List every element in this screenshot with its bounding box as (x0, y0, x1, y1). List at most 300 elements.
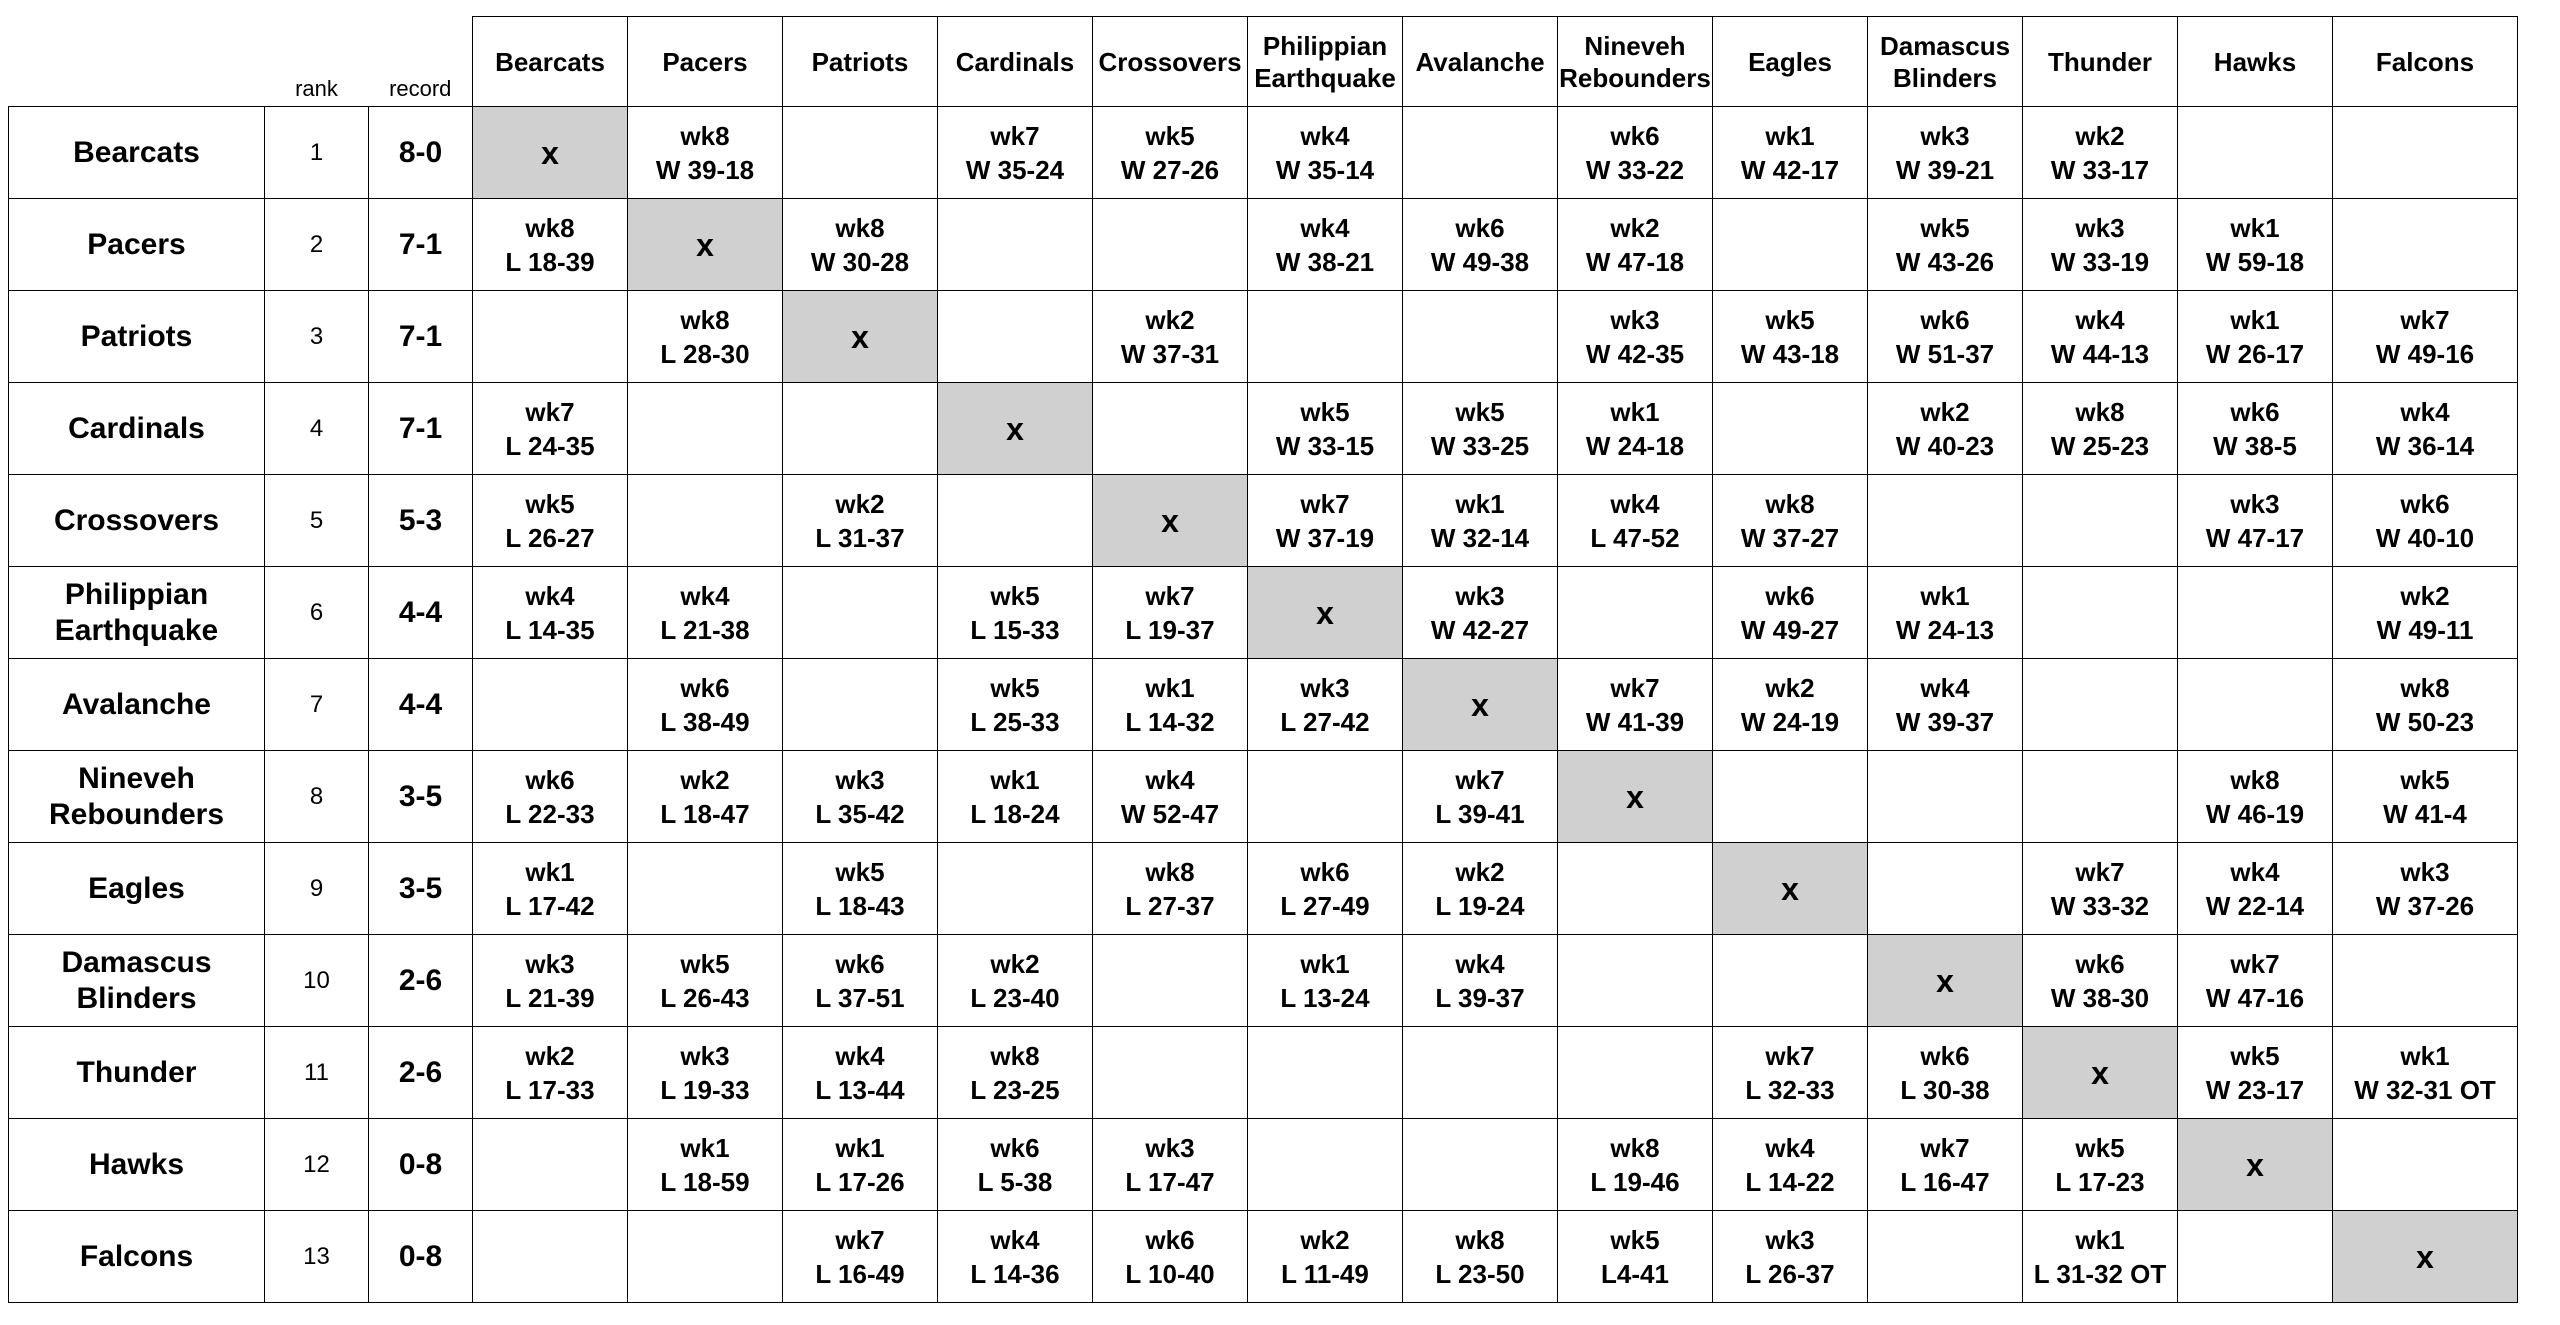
game-result-cell (2178, 751, 2333, 843)
game-score: W 27-26 (1120, 154, 1220, 185)
game-week: wk4 (2400, 396, 2450, 427)
game-score: L 31-37 (815, 522, 905, 553)
game-week: wk3 (1455, 580, 1505, 611)
empty-cell (1558, 567, 1713, 659)
game-score: L 25-33 (970, 706, 1060, 737)
team-row (9, 567, 2518, 659)
game-result-cell (1558, 199, 1713, 291)
game-result-cell (473, 567, 628, 659)
corner-cell (9, 17, 265, 107)
team-record: 3-5 (369, 843, 473, 935)
game-week: wk4 (1145, 764, 1195, 795)
game-result-cell (1248, 199, 1403, 291)
game-score: L 23-25 (970, 1074, 1060, 1105)
game-week: wk5 (2230, 1040, 2280, 1071)
game-week: wk1 (2400, 1040, 2450, 1071)
game-result-cell (1558, 383, 1713, 475)
empty-cell (1558, 843, 1713, 935)
game-result-cell (473, 843, 628, 935)
game-week: wk4 (835, 1040, 885, 1071)
empty-cell (1403, 107, 1558, 199)
game-result-cell (1868, 199, 2023, 291)
game-result-cell (1403, 383, 1558, 475)
empty-cell (1093, 1027, 1248, 1119)
team-record: 7-1 (369, 383, 473, 475)
game-week: wk6 (1610, 120, 1660, 151)
game-week: wk3 (1610, 304, 1660, 335)
game-result-cell (1248, 659, 1403, 751)
game-week: wk5 (1920, 212, 1970, 243)
team-record: 0-8 (369, 1119, 473, 1211)
game-score: W 24-19 (1740, 706, 1840, 737)
game-week: wk2 (1145, 304, 1195, 335)
game-week: wk2 (1920, 396, 1970, 427)
empty-cell (1403, 1027, 1558, 1119)
empty-cell (1713, 751, 1868, 843)
game-result-cell (1868, 1119, 2023, 1211)
game-result-cell (1093, 659, 1248, 751)
game-score: W 25-23 (2050, 430, 2150, 461)
empty-cell (938, 475, 1093, 567)
team-record: 2-6 (369, 935, 473, 1027)
game-score: W 49-27 (1740, 614, 1840, 645)
game-score: W 39-21 (1895, 154, 1995, 185)
game-score: L 47-52 (1590, 522, 1680, 553)
team-rank: 12 (265, 1119, 369, 1211)
team-name: Pacers (9, 199, 265, 291)
game-week: wk8 (2400, 672, 2450, 703)
column-header: Crossovers (1093, 17, 1248, 107)
empty-cell (1248, 751, 1403, 843)
team-record: 5-3 (369, 475, 473, 567)
game-score: L 23-40 (970, 982, 1060, 1013)
column-header: Pacers (628, 17, 783, 107)
game-result-cell (1868, 383, 2023, 475)
game-week: wk8 (2075, 396, 2125, 427)
empty-cell (783, 383, 938, 475)
empty-cell (1713, 383, 1868, 475)
game-result-cell (1403, 1211, 1558, 1303)
game-result-cell (628, 1027, 783, 1119)
team-rank: 1 (265, 107, 369, 199)
game-week: wk3 (525, 948, 575, 979)
game-score: L 14-22 (1745, 1166, 1835, 1197)
game-score: W 30-28 (810, 246, 910, 277)
self-matchup-cell: x (473, 107, 628, 199)
column-header: Patriots (783, 17, 938, 107)
game-score: W 32-14 (1430, 522, 1530, 553)
game-week: wk5 (835, 856, 885, 887)
game-score: L 18-47 (660, 798, 750, 829)
team-record: 0-8 (369, 1211, 473, 1303)
game-score: W 26-17 (2205, 338, 2305, 369)
game-result-cell (783, 935, 938, 1027)
game-result-cell (1093, 107, 1248, 199)
game-result-cell (1093, 1211, 1248, 1303)
game-result-cell (473, 199, 628, 291)
game-result-cell (2178, 1027, 2333, 1119)
game-result-cell (1093, 567, 1248, 659)
game-score: W 41-4 (2383, 798, 2467, 829)
game-result-cell (473, 935, 628, 1027)
game-result-cell (1403, 199, 1558, 291)
game-week: wk7 (990, 120, 1040, 151)
game-score: W 41-39 (1585, 706, 1685, 737)
column-header: Falcons (2333, 17, 2518, 107)
game-week: wk6 (1920, 1040, 1970, 1071)
game-result-cell (2178, 475, 2333, 567)
game-score: W 33-19 (2050, 246, 2150, 277)
game-week: wk8 (680, 120, 730, 151)
game-result-cell (1868, 107, 2023, 199)
team-name: Crossovers (9, 475, 265, 567)
self-matchup-cell: x (1248, 567, 1403, 659)
table-body (9, 107, 2518, 1303)
empty-cell (1248, 291, 1403, 383)
game-score: W 43-18 (1740, 338, 1840, 369)
game-score: W 59-18 (2205, 246, 2305, 277)
team-name: Philippian Earthquake (9, 567, 265, 659)
game-result-cell (2023, 291, 2178, 383)
empty-cell (2178, 567, 2333, 659)
team-name: Nineveh Rebounders (9, 751, 265, 843)
game-score: L 15-33 (970, 614, 1060, 645)
game-result-cell (2023, 935, 2178, 1027)
empty-cell (628, 843, 783, 935)
empty-cell (938, 199, 1093, 291)
game-result-cell (2333, 291, 2518, 383)
game-result-cell (2023, 843, 2178, 935)
team-row (9, 199, 2518, 291)
empty-cell (1558, 1027, 1713, 1119)
game-score: L 21-39 (505, 982, 595, 1013)
game-score: L 14-32 (1125, 706, 1215, 737)
game-week: wk5 (2075, 1132, 2125, 1163)
team-row (9, 751, 2518, 843)
game-result-cell (938, 1119, 1093, 1211)
game-week: wk4 (1765, 1132, 1815, 1163)
game-score: W 46-19 (2205, 798, 2305, 829)
game-week: wk7 (2230, 948, 2280, 979)
team-name: Damascus Blinders (9, 935, 265, 1027)
game-result-cell (1713, 475, 1868, 567)
game-score: W 33-32 (2050, 890, 2150, 921)
game-score: W 36-14 (2375, 430, 2475, 461)
self-matchup-cell: x (2023, 1027, 2178, 1119)
game-result-cell (1093, 291, 1248, 383)
empty-cell (2023, 475, 2178, 567)
empty-cell (1868, 475, 2023, 567)
game-score: L 19-24 (1435, 890, 1525, 921)
game-result-cell (2333, 659, 2518, 751)
game-result-cell (1558, 475, 1713, 567)
empty-cell (473, 659, 628, 751)
empty-cell (1558, 935, 1713, 1027)
game-result-cell (938, 567, 1093, 659)
empty-cell (1248, 1119, 1403, 1211)
team-rank: 6 (265, 567, 369, 659)
empty-cell (1403, 1119, 1558, 1211)
game-result-cell (2333, 1027, 2518, 1119)
self-matchup-cell: x (783, 291, 938, 383)
game-week: wk3 (1300, 672, 1350, 703)
game-score: L 17-23 (2055, 1166, 2145, 1197)
game-result-cell (2178, 383, 2333, 475)
game-week: wk2 (1300, 1224, 1350, 1255)
game-score: W 37-31 (1120, 338, 1220, 369)
game-result-cell (783, 751, 938, 843)
game-result-cell (473, 383, 628, 475)
game-week: wk1 (525, 856, 575, 887)
game-week: wk7 (1920, 1132, 1970, 1163)
team-rank: 2 (265, 199, 369, 291)
game-score: W 49-38 (1430, 246, 1530, 277)
team-record: 7-1 (369, 199, 473, 291)
game-score: L 18-39 (505, 246, 595, 277)
team-rank: 11 (265, 1027, 369, 1119)
empty-cell (1403, 291, 1558, 383)
self-matchup-cell: x (628, 199, 783, 291)
game-week: wk1 (680, 1132, 730, 1163)
empty-cell (473, 291, 628, 383)
game-result-cell (2023, 1119, 2178, 1211)
game-result-cell (473, 751, 628, 843)
team-record: 8-0 (369, 107, 473, 199)
game-week: wk7 (525, 396, 575, 427)
game-week: wk3 (1920, 120, 1970, 151)
game-score: L 39-41 (1435, 798, 1525, 829)
team-name: Thunder (9, 1027, 265, 1119)
team-name: Falcons (9, 1211, 265, 1303)
game-result-cell (628, 291, 783, 383)
self-matchup-cell: x (1868, 935, 2023, 1027)
team-record: 3-5 (369, 751, 473, 843)
team-name: Cardinals (9, 383, 265, 475)
empty-cell (2333, 107, 2518, 199)
game-result-cell (1093, 1119, 1248, 1211)
game-score: W 38-5 (2213, 430, 2297, 461)
empty-cell (783, 567, 938, 659)
game-week: wk4 (2230, 856, 2280, 887)
team-row (9, 291, 2518, 383)
self-matchup-cell: x (1713, 843, 1868, 935)
game-score: W 51-37 (1895, 338, 1995, 369)
game-score: L 16-47 (1900, 1166, 1990, 1197)
game-week: wk6 (1145, 1224, 1195, 1255)
game-score: W 37-26 (2375, 890, 2475, 921)
game-result-cell (628, 659, 783, 751)
empty-cell (473, 1119, 628, 1211)
game-score: L 16-49 (815, 1258, 905, 1289)
team-rank: 8 (265, 751, 369, 843)
game-week: wk2 (1610, 212, 1660, 243)
game-week: wk1 (1920, 580, 1970, 611)
game-result-cell (1868, 659, 2023, 751)
game-score: L 18-59 (660, 1166, 750, 1197)
game-result-cell (783, 843, 938, 935)
game-week: wk8 (1145, 856, 1195, 887)
game-week: wk8 (1455, 1224, 1505, 1255)
empty-cell (2333, 199, 2518, 291)
game-score: L 30-38 (1900, 1074, 1990, 1105)
team-record: 7-1 (369, 291, 473, 383)
game-score: W 42-17 (1740, 154, 1840, 185)
game-week: wk6 (1300, 856, 1350, 887)
team-row (9, 1027, 2518, 1119)
game-week: wk5 (525, 488, 575, 519)
game-week: wk5 (1300, 396, 1350, 427)
game-result-cell (938, 935, 1093, 1027)
empty-cell (783, 107, 938, 199)
game-result-cell (628, 935, 783, 1027)
game-result-cell (1403, 475, 1558, 567)
team-name: Hawks (9, 1119, 265, 1211)
game-week: wk8 (525, 212, 575, 243)
game-score: W 40-10 (2375, 522, 2475, 553)
game-week: wk7 (1145, 580, 1195, 611)
column-header: Eagles (1713, 17, 1868, 107)
game-score: W 37-27 (1740, 522, 1840, 553)
game-week: wk4 (1300, 120, 1350, 151)
game-score: L 13-44 (815, 1074, 905, 1105)
rank-header: rank (295, 76, 338, 101)
game-week: wk4 (1920, 672, 1970, 703)
game-result-cell (1558, 107, 1713, 199)
game-score: L 35-42 (815, 798, 905, 829)
game-week: wk2 (2400, 580, 2450, 611)
game-result-cell (1713, 659, 1868, 751)
game-score: L 26-43 (660, 982, 750, 1013)
team-rank: 13 (265, 1211, 369, 1303)
empty-cell (1868, 843, 2023, 935)
game-score: W 33-17 (2050, 154, 2150, 185)
empty-cell (1093, 935, 1248, 1027)
empty-cell (1093, 199, 1248, 291)
column-header: Avalanche (1403, 17, 1558, 107)
game-score: L 27-49 (1280, 890, 1370, 921)
game-score: W 40-23 (1895, 430, 1995, 461)
column-header: Thunder (2023, 17, 2178, 107)
game-week: wk3 (2230, 488, 2280, 519)
game-score: W 35-24 (965, 154, 1065, 185)
game-week: wk6 (1455, 212, 1505, 243)
game-score: L 28-30 (660, 338, 750, 369)
game-score: L 37-51 (815, 982, 905, 1013)
team-row (9, 843, 2518, 935)
game-score: W 33-25 (1430, 430, 1530, 461)
self-matchup-cell: x (1403, 659, 1558, 751)
game-score: L 17-47 (1125, 1166, 1215, 1197)
game-score: W 39-37 (1895, 706, 1995, 737)
empty-cell (2023, 751, 2178, 843)
column-header: Cardinals (938, 17, 1093, 107)
game-result-cell (2178, 199, 2333, 291)
empty-cell (1868, 1211, 2023, 1303)
game-week: wk3 (2075, 212, 2125, 243)
game-result-cell (473, 1027, 628, 1119)
game-week: wk7 (835, 1224, 885, 1255)
team-name: Avalanche (9, 659, 265, 751)
standings-table (8, 16, 2518, 1303)
game-week: wk2 (2075, 120, 2125, 151)
game-week: wk2 (525, 1040, 575, 1071)
game-score: W 33-22 (1585, 154, 1685, 185)
game-score: W 24-18 (1585, 430, 1685, 461)
game-week: wk6 (1765, 580, 1815, 611)
game-week: wk4 (2075, 304, 2125, 335)
team-name: Eagles (9, 843, 265, 935)
game-score: L 18-24 (970, 798, 1060, 829)
empty-cell (628, 383, 783, 475)
empty-cell (628, 1211, 783, 1303)
team-row (9, 935, 2518, 1027)
game-result-cell (1713, 291, 1868, 383)
game-result-cell (783, 1027, 938, 1119)
empty-cell (2333, 1119, 2518, 1211)
game-week: wk4 (680, 580, 730, 611)
game-week: wk7 (2075, 856, 2125, 887)
team-row (9, 107, 2518, 199)
game-week: wk1 (990, 764, 1040, 795)
team-record: 2-6 (369, 1027, 473, 1119)
empty-cell (1713, 935, 1868, 1027)
game-score: W 24-13 (1895, 614, 1995, 645)
game-score: W 47-18 (1585, 246, 1685, 277)
game-week: wk4 (1300, 212, 1350, 243)
game-week: wk1 (1765, 120, 1815, 151)
game-result-cell (1093, 843, 1248, 935)
game-score: W 42-27 (1430, 614, 1530, 645)
game-week: wk6 (2400, 488, 2450, 519)
column-header: Hawks (2178, 17, 2333, 107)
game-week: wk4 (1455, 948, 1505, 979)
game-score: L 26-37 (1745, 1258, 1835, 1289)
game-result-cell (2333, 843, 2518, 935)
game-score: W 22-14 (2205, 890, 2305, 921)
game-result-cell (783, 199, 938, 291)
game-score: W 44-13 (2050, 338, 2150, 369)
game-score: W 32-31 OT (2354, 1074, 2496, 1105)
game-week: wk4 (525, 580, 575, 611)
game-week: wk5 (990, 580, 1040, 611)
game-score: L 23-50 (1435, 1258, 1525, 1289)
game-result-cell (2333, 567, 2518, 659)
column-header: Damascus Blinders (1868, 17, 2023, 107)
team-rank: 7 (265, 659, 369, 751)
game-score: L 39-37 (1435, 982, 1525, 1013)
team-record: 4-4 (369, 567, 473, 659)
game-score: L 18-43 (815, 890, 905, 921)
game-result-cell (2178, 291, 2333, 383)
game-week: wk1 (1300, 948, 1350, 979)
game-score: L 27-37 (1125, 890, 1215, 921)
game-result-cell (2333, 383, 2518, 475)
game-week: wk7 (2400, 304, 2450, 335)
team-name: Bearcats (9, 107, 265, 199)
team-row (9, 475, 2518, 567)
game-result-cell (1558, 1119, 1713, 1211)
game-week: wk8 (990, 1040, 1040, 1071)
empty-cell (2333, 935, 2518, 1027)
team-row (9, 1119, 2518, 1211)
game-result-cell (2178, 843, 2333, 935)
game-result-cell (628, 1119, 783, 1211)
game-result-cell (938, 1027, 1093, 1119)
game-score: L 19-33 (660, 1074, 750, 1105)
game-result-cell (628, 567, 783, 659)
game-week: wk6 (990, 1132, 1040, 1163)
game-week: wk5 (990, 672, 1040, 703)
